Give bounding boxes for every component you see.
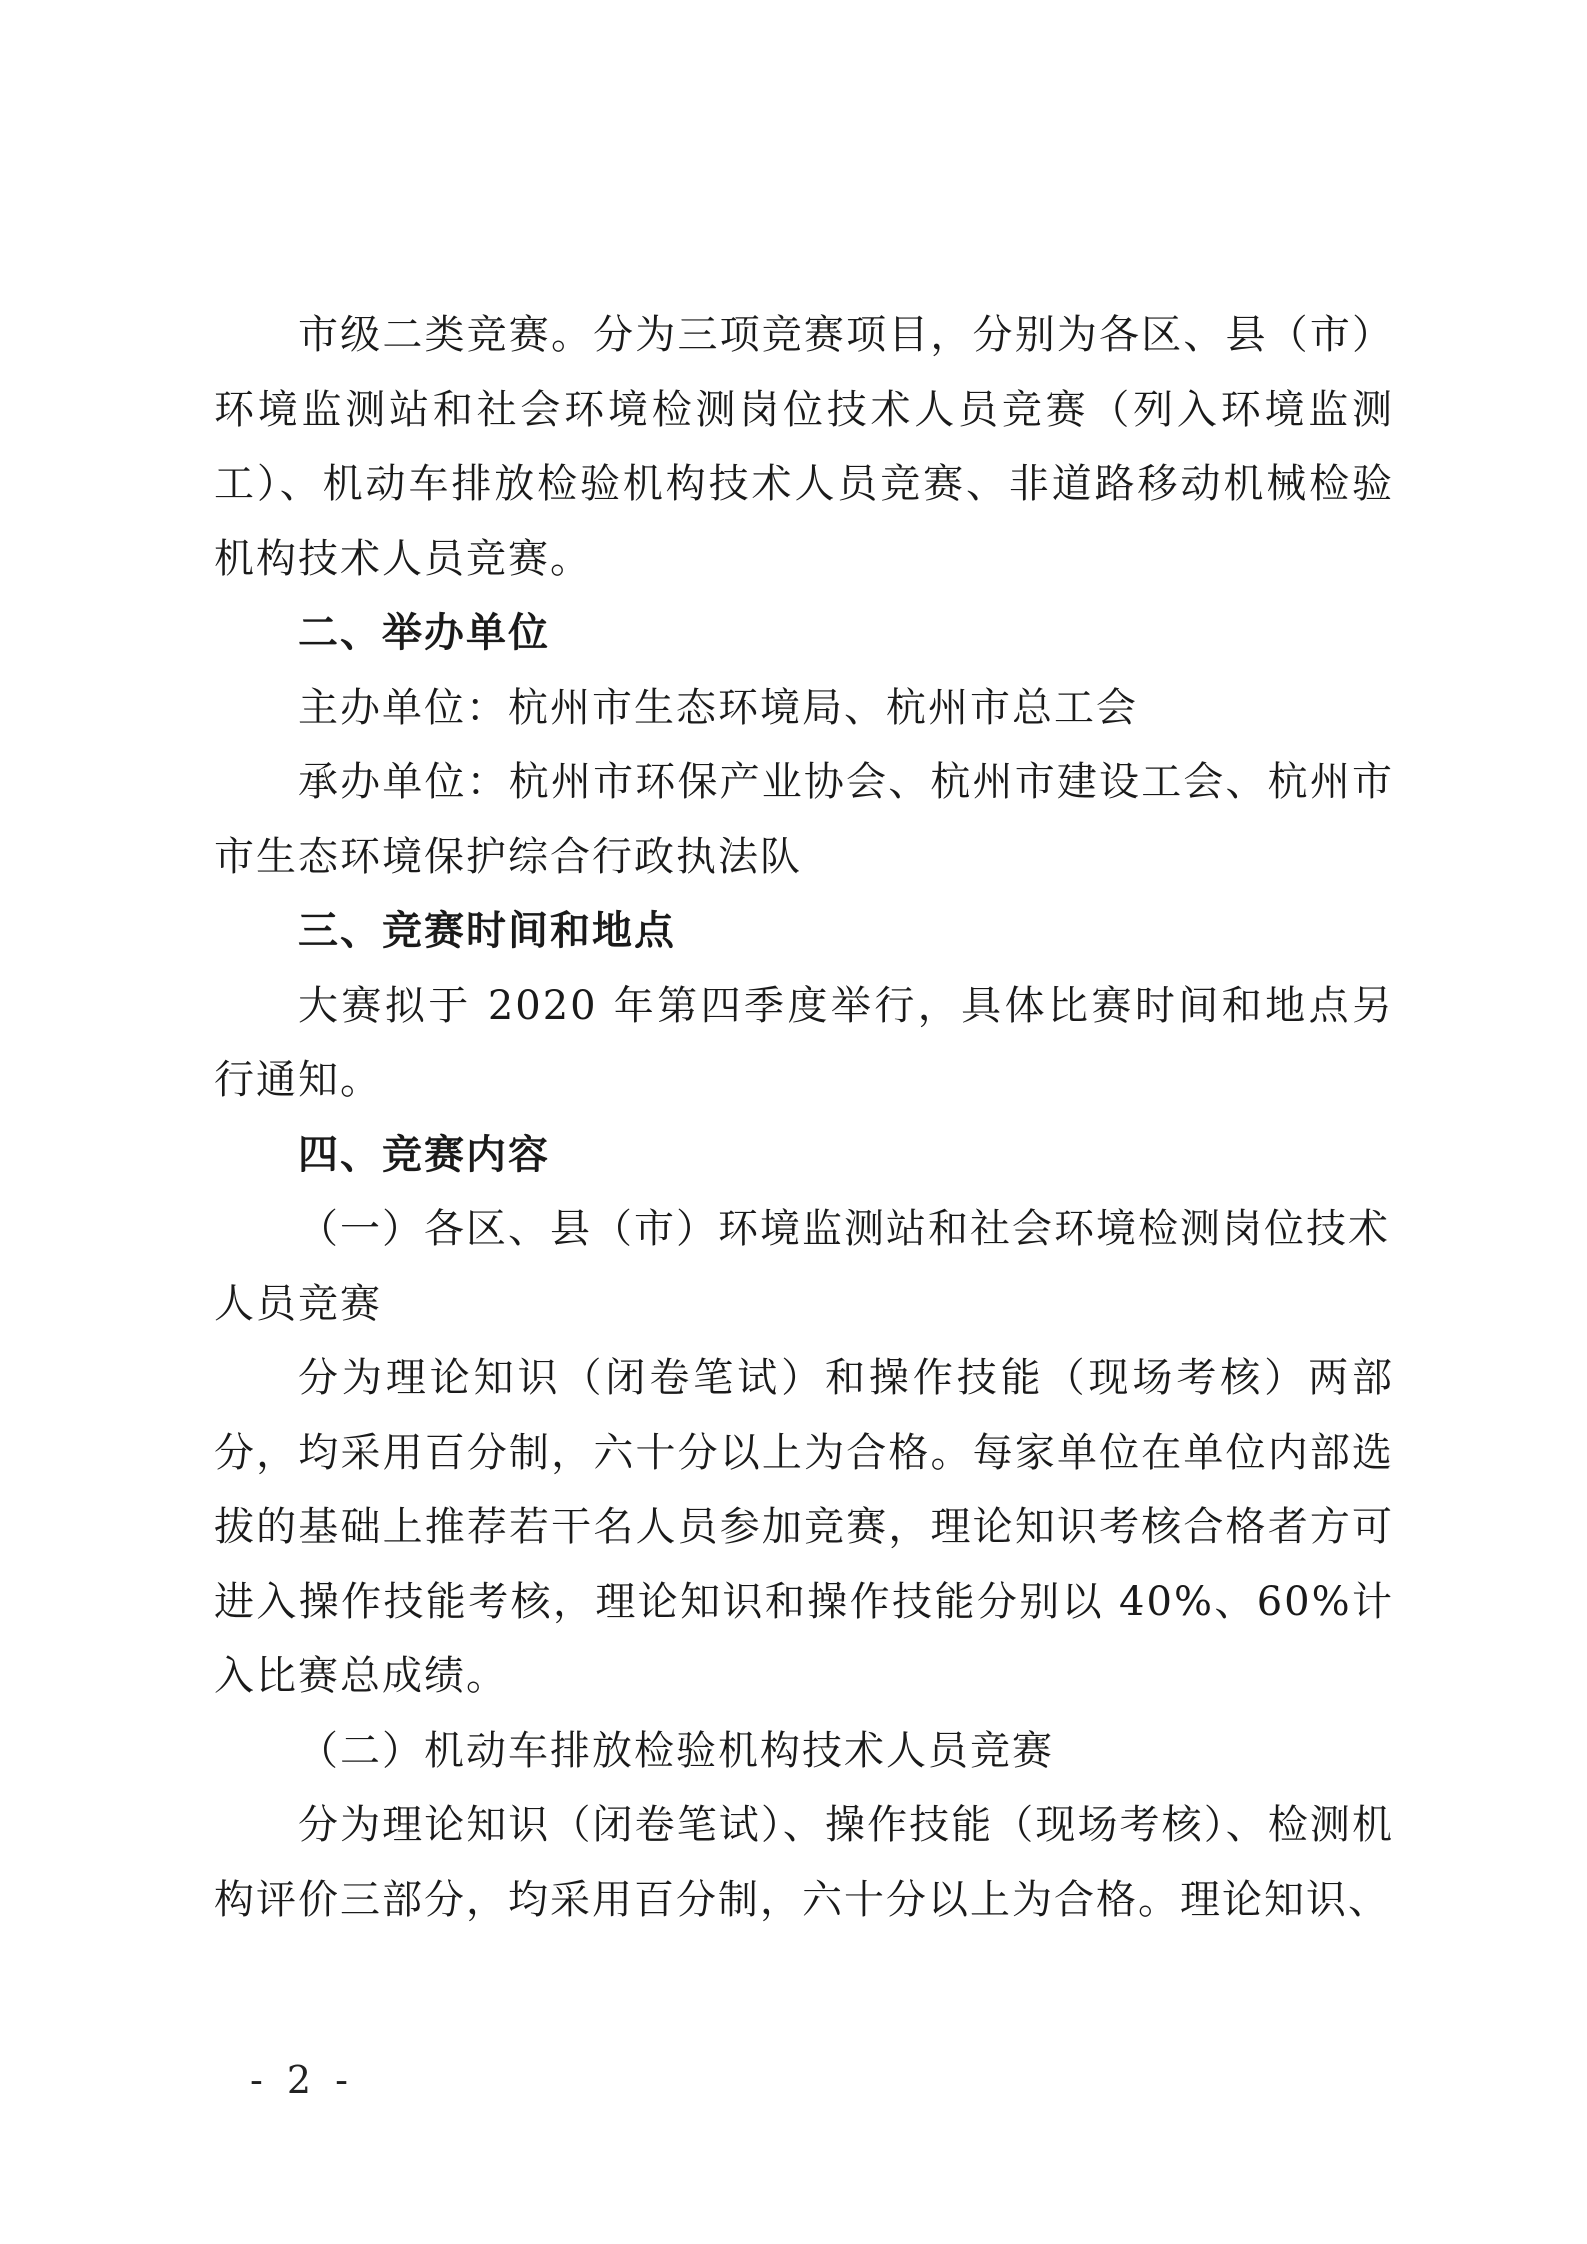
heading-organizers: 二、举办单位 [298, 610, 550, 656]
document-body [214, 298, 1394, 1937]
paragraph-competition-items: 市级二类竞赛。分为三项竞赛项目，分别为各区、县（市）环境监测站和社会环境检测岗位技术人员竞赛（列入环境监测工）、机动车排放检验机构技术人员竞赛、非道路移动机械检验机构技术人员竞赛。 [214, 312, 1394, 582]
subheading-monitoring-station-competition: （一）各区、县（市）环境监测站和社会环境检测岗位技术人员竞赛 [214, 1206, 1390, 1327]
subheading-vehicle-emission-competition: （二）机动车排放检验机构技术人员竞赛 [298, 1727, 1054, 1774]
paragraph-time-location: 大赛拟于 2020 年第四季度举行，具体比赛时间和地点另行通知。 [214, 982, 1394, 1103]
page-number: - 2 - [250, 2058, 355, 2102]
heading-competition-content: 四、竞赛内容 [298, 1131, 550, 1178]
paragraph-vehicle-emission-rules: 分为理论知识（闭卷笔试）、操作技能（现场考核）、检测机构评价三部分，均采用百分制，六十分以上为合格。理论知识、 [214, 1802, 1394, 1923]
paragraph-monitoring-station-rules: 分为理论知识（闭卷笔试）和操作技能（现场考核）两部分，均采用百分制，六十分以上为合格。每家单位在单位内部选拔的基础上推荐若干名人员参加竞赛，理论知识考核合格者方可进入操作技能考核，理论知识和操作技能分别以 40%、60%计入比赛总成绩。 [214, 1355, 1394, 1699]
heading-time-location: 三、竞赛时间和地点 [298, 908, 676, 954]
paragraph-organizing-units: 承办单位：杭州市环保产业协会、杭州市建设工会、杭州市市生态环境保护综合行政执法队 [214, 759, 1394, 880]
paragraph-host-units: 主办单位：杭州市生态环境局、杭州市总工会 [298, 684, 1138, 731]
